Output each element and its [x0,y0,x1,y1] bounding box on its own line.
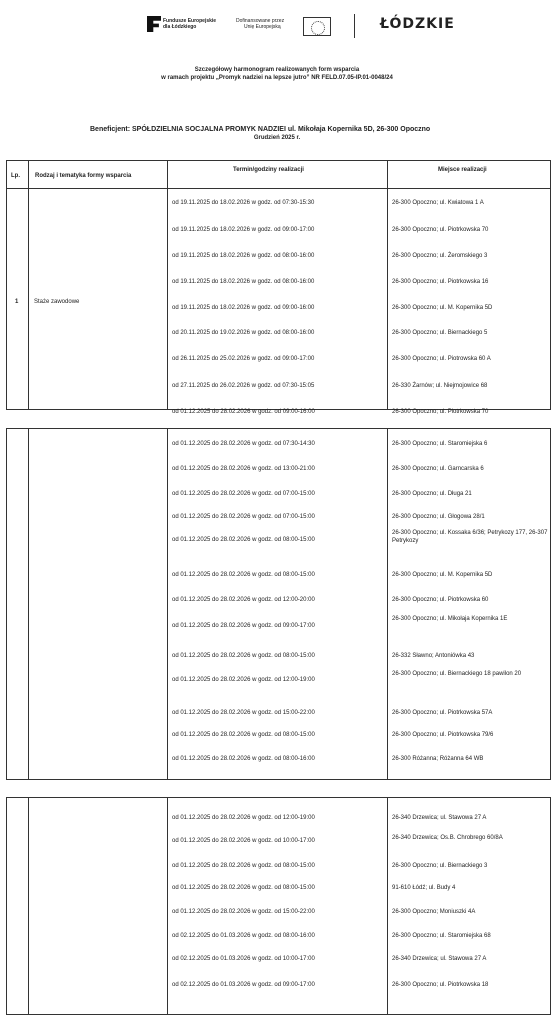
place-cell: 26-300 Opoczno; ul. Kwiatowa 1 A [392,200,484,206]
place-cell: 26-300 Opoczno; ul. Piotrkowska 18 [392,982,489,988]
doc-title-line1: Szczegółowy harmonogram realizowanych form wsparcia [194,67,360,73]
fe-line1: Fundusze Europejskie [163,18,217,24]
col-header-term: Termin/godziny realizacji [233,167,304,173]
term-cell: od 01.12.2025 do 28.02.2026 w godz. od 08:00-15:00 [172,885,315,891]
row-lp: 1 [15,299,19,305]
place-cell: 26-300 Opoczno; ul. Biernackiego 18 pawilon 20 [392,671,522,677]
place-cell: 26-300 Opoczno; ul. M. Kopernika 5D [392,305,493,311]
term-cell: od 02.12.2025 do 01.03.2026 w godz. od 09:00-17:00 [172,982,315,988]
term-cell: od 01.12.2025 do 28.02.2026 w godz. od 12:00-20:00 [172,597,315,603]
place-cell: 26-300 Opoczno; ul. Piotrowska 60 A [392,356,491,362]
eu-flag-icon [303,17,331,36]
schedule-table-3 [6,797,551,1015]
place-cell: 26-300 Opoczno; ul. Staromiejska 68 [392,933,491,939]
row-type: Staże zawodowe [34,299,80,305]
place-cell: 26-300 Opoczno; ul. Piotrkowska 70 [392,409,489,415]
place-cell: 26-300 Opoczno; ul. Żeromskiego 3 [392,253,488,259]
term-cell: od 19.11.2025 do 18.02.2026 w godz. od 09:00-17:00 [172,227,315,233]
col-header-type: Rodzaj i tematyka formy wsparcia [35,173,132,179]
term-cell: od 01.12.2025 do 28.02.2026 w godz. od 08:00-15:00 [172,572,315,578]
place-cell: 26-330 Żarnów; ul. Niejmojowice 68 [392,383,488,389]
place-cell: 26-332 Sławno; Antoniówka 43 [392,653,475,659]
fe-logo-text [163,18,216,30]
cofin-line2: Unię Europejską [244,24,281,30]
fe-line2: dla Łódzkiego [163,24,197,30]
place-cell: 26-340 Drzewica; ul. Stawowa 27 A [392,956,487,962]
place-cell: 26-300 Opoczno; ul. Piotrkowska 70 [392,227,489,233]
term-cell: od 19.11.2025 do 18.02.2026 w godz. od 09:00-16:00 [172,305,315,311]
place-cell: 26-300 Opoczno; ul. Kossaka 6/36; Petrykozy 177, 26-307 Petrykozy [392,530,548,544]
place-cell: 26-300 Opoczno; ul. Piotrkowska 16 [392,279,489,285]
term-cell: od 01.12.2025 do 28.02.2026 w godz. od 12:00-19:00 [172,677,315,683]
cofinanced-text [236,18,284,30]
term-cell: od 01.12.2025 do 28.02.2026 w godz. od 12:00-19:00 [172,815,315,821]
place-cell: 26-300 Opoczno; ul. M. Kopernika 5D [392,572,493,578]
term-cell: od 01.12.2025 do 28.02.2026 w godz. od 08:00-15:00 [172,537,315,543]
term-cell: od 01.12.2025 do 28.02.2026 w godz. od 07:00-15:00 [172,514,315,520]
place-cell: 26-300 Opoczno; ul. Głogowa 28/1 [392,514,485,520]
place-cell: 26-300 Opoczno; ul. Piotrkowska 79/6 [392,732,494,738]
term-cell: od 01.12.2025 do 28.02.2026 w godz. od 10:00-17:00 [172,838,315,844]
place-cell: 26-300 Opoczno; ul. Garncarska 6 [392,466,484,472]
term-cell: od 02.12.2025 do 01.03.2026 w godz. od 10:00-17:00 [172,956,315,962]
fundusze-europejskie-logo-icon [147,16,161,32]
col-header-place: Miejsce realizacji [438,167,487,173]
place-cell: 26-300 Różanna; Różanna 64 WB [392,756,484,762]
term-cell: od 01.12.2025 do 28.02.2026 w godz. od 15:00-22:00 [172,710,315,716]
place-cell: 26-300 Opoczno; ul. Długa 21 [392,491,472,497]
month-label: Grudzień 2025 r. [253,135,301,141]
beneficiary-line: Beneficjent: SPÓŁDZIELNIA SOCJALNA PROMYK NADZIEI ul. Mikołaja Kopernika 5D, 26-300 Opoczno [90,126,431,133]
term-cell: od 01.12.2025 do 28.02.2026 w godz. od 07:00-15:00 [172,491,315,497]
place-cell: 26-300 Opoczno; ul. Piotrkowska 60 [392,597,489,603]
term-cell: od 26.11.2025 do 25.02.2026 w godz. od 09:00-17:00 [172,356,315,362]
term-cell: od 01.12.2025 do 28.02.2026 w godz. od 15:00-22:00 [172,909,315,915]
term-cell: od 19.11.2025 do 18.02.2026 w godz. od 08:00-16:00 [172,279,315,285]
term-cell: od 19.11.2025 do 18.02.2026 w godz. od 08:00-16:00 [172,253,315,259]
lodzkie-logo: ŁÓDZKIE [380,16,455,32]
place-cell: 26-300 Opoczno; ul. Biernackiego 5 [392,330,488,336]
term-cell: od 01.12.2025 do 28.02.2026 w godz. od 09:00-16:00 [172,409,315,415]
term-cell: od 01.12.2025 do 28.02.2026 w godz. od 13:00-21:00 [172,466,315,472]
term-cell: od 20.11.2025 do 19.02.2026 w godz. od 08:00-16:00 [172,330,315,336]
place-cell: 26-300 Opoczno; ul. Biernackiego 3 [392,863,488,869]
place-cell: 26-300 Opoczno; Moniuszki 4A [392,909,476,915]
term-cell: od 01.12.2025 do 28.02.2026 w godz. od 08:00-16:00 [172,756,315,762]
term-cell: od 01.12.2025 do 28.02.2026 w godz. od 08:00-15:00 [172,653,315,659]
place-cell: 26-340 Drzewica; ul. Stawowa 27 A [392,815,487,821]
schedule-table-1 [6,160,551,415]
term-cell: od 01.12.2025 do 28.02.2026 w godz. od 08:00-15:00 [172,863,315,869]
term-cell: od 01.12.2025 do 28.02.2026 w godz. od 08:00-15:00 [172,732,315,738]
place-cell: 91-610 Łódź; ul. Budy 4 [392,885,456,891]
col-header-lp: Lp. [11,173,20,179]
schedule-table-2 [6,428,551,780]
doc-title-line2: w ramach projektu „Promyk nadziei na lepsze jutro” NR FELD.07.05-IP.01-0048/24 [161,75,393,81]
logo-divider [354,14,355,38]
place-cell: 26-340 Drzewica; Os.B. Chrobrego 60/8A [392,835,503,841]
term-cell: od 02.12.2025 do 01.03.2026 w godz. od 08:00-16:00 [172,933,315,939]
place-cell: 26-300 Opoczno; ul. Mikołaja Kopernika 1E [392,616,508,622]
term-cell: od 27.11.2025 do 26.02.2026 w godz. od 07:30-15:05 [172,383,315,389]
term-cell: od 01.12.2025 do 28.02.2026 w godz. od 09:00-17:00 [172,623,315,629]
cofin-line1: Dofinansowane przez [236,18,285,24]
term-cell: od 19.11.2025 do 18.02.2026 w godz. od 07:30-15:30 [172,200,315,206]
place-cell: 26-300 Opoczno; ul. Staromiejska 6 [392,441,488,447]
place-cell: 26-300 Opoczno; ul. Piotrkowska 57A [392,710,493,716]
term-cell: od 01.12.2025 do 28.02.2026 w godz. od 07:30-14:30 [172,441,315,447]
